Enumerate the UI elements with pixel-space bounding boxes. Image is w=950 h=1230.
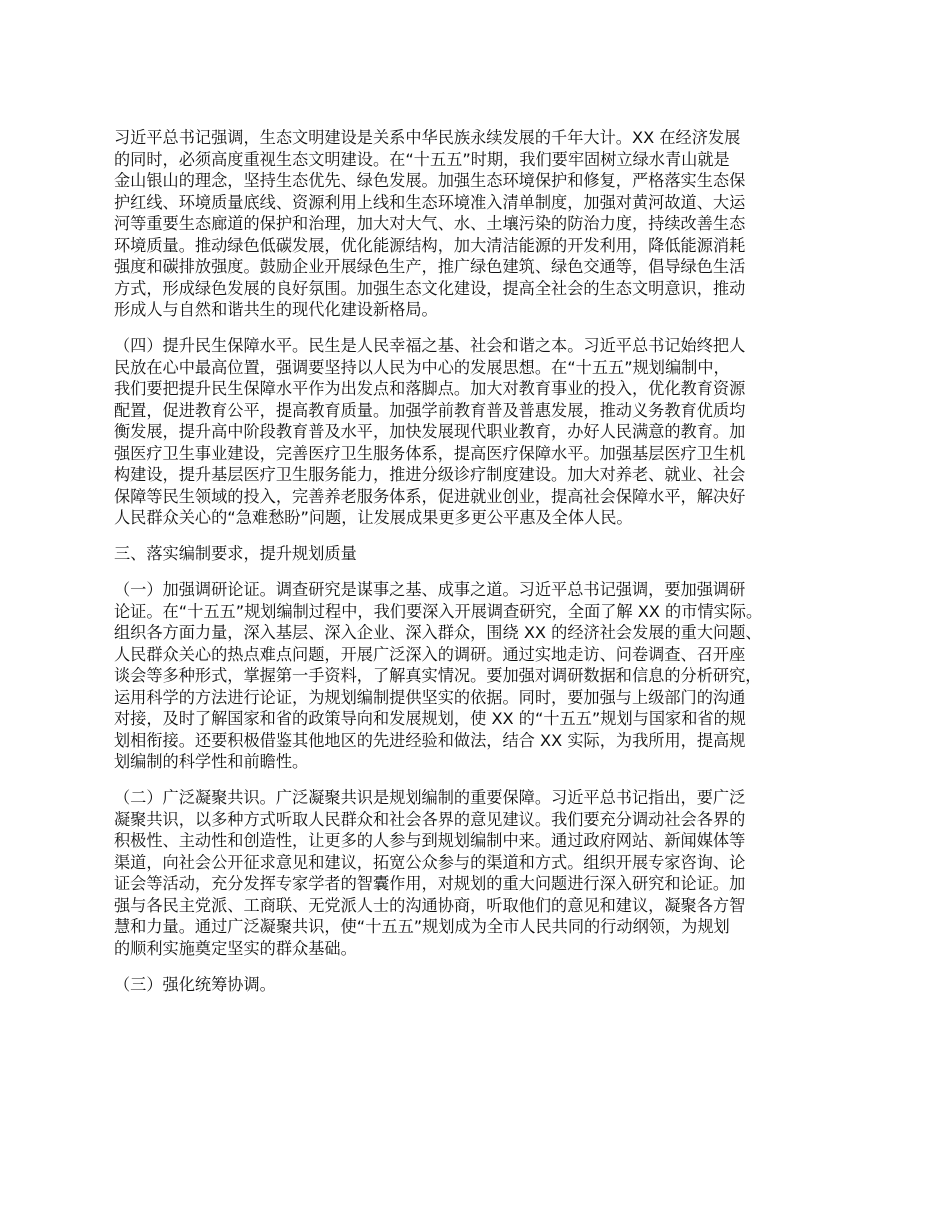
text-line: 组织各方面力量，深入基层、深入企业、深入群众，围绕 XX 的经济社会发展的重大问题、 — [114, 623, 762, 642]
text-line: 的同时，必须高度重视生态文明建设。在“十五五”时期，我们要牢固树立绿水青山就是 — [114, 149, 730, 169]
text-line: 护红线、环境质量底线、资源利用上线和生态环境准入清单制度，加强对黄河故道、大运 — [114, 192, 746, 212]
text-line: （一）加强调研论证。调查研究是谋事之基、成事之道。习近平总书记强调，要加强调研 — [114, 580, 746, 599]
text-line: 保障等民生领域的投入，完善养老服务体系，促进就业创业，提高社会保障水平，解决好 — [114, 486, 746, 506]
text-line: 慧和力量。通过广泛凝聚共识，使“十五五”规划成为全市人民共同的行动纲领，为规划 — [114, 917, 730, 936]
text-line: 环境质量。推动绿色低碳发展，优化能源结构，加大清洁能源的开发利用，降低能源消耗 — [114, 235, 746, 255]
text-line: 方式，形成绿色发展的良好氛围。加强生态文化建设，提高全社会的生态文明意识，推动 — [114, 278, 746, 298]
text-line: 河等重要生态廊道的保护和治理，加大对大气、水、土壤污染的防治力度，持续改善生态 — [114, 214, 746, 233]
text-line: 证会等活动，充分发挥专家学者的智囊作用，对规划的重大问题进行深入研究和论证。加 — [114, 874, 746, 893]
text-line: 人民群众关心的“急难愁盼”问题，让发展成果更多更公平惠及全体人民。 — [114, 508, 633, 527]
text-line: （三）强化统筹协调。 — [114, 974, 276, 994]
text-line: 形成人与自然和谐共生的现代化建设新格局。 — [114, 300, 438, 319]
text-line: 习近平总书记强调，生态文明建设是关系中华民族永续发展的千年大计。XX 在经济发展 — [114, 128, 741, 147]
text-line: 强与各民主党派、工商联、无党派人士的沟通协商，听取他们的意见和建议，凝聚各方智 — [114, 895, 746, 915]
text-line: （四）提升民生保障水平。民生是人民幸福之基、社会和谐之本。习近平总书记始终把人 — [114, 336, 746, 355]
text-line: 强度和碳排放强度。鼓励企业开展绿色生产，推广绿色建筑、绿色交通等，倡导绿色生活 — [114, 257, 746, 276]
text-line: 凝聚共识，以多种方式听取人民群众和社会各界的意见建议。我们要充分调动社会各界的 — [114, 809, 746, 829]
paragraph-ecological-civilization — [114, 127, 856, 321]
text-line: 人民群众关心的热点难点问题，开展广泛深入的调研。通过实地走访、问卷调查、召开座 — [114, 644, 746, 664]
text-line: 民放在心中最高位置，强调要坚持以人民为中心的发展思想。在“十五五”规划编制中， — [114, 357, 730, 377]
text-line: 积极性、主动性和创造性，让更多的人参与到规划编制中来。通过政府网站、新闻媒体等 — [114, 831, 746, 850]
paragraph-livelihood-security — [114, 335, 856, 529]
text-line: 构建设，提升基层医疗卫生服务能力，推进分级诊疗制度建设。加大对养老、就业、社会 — [114, 465, 746, 484]
text-line: 配置，促进教育公平，提高教育质量。加强学前教育普及普惠发展，推动义务教育优质均 — [114, 400, 746, 420]
text-line: 的顺利实施奠定坚实的群众基础。 — [114, 938, 357, 958]
section-title: 三、落实编制要求，提升规划质量 — [114, 544, 357, 563]
text-line: 渠道，向社会公开征求意见和建议，拓宽公众参与的渠道和方式。组织开展专家咨询、论 — [114, 852, 746, 872]
text-line: 衡发展，提升高中阶段教育普及水平，加快发展现代职业教育，办好人民满意的教育。加 — [114, 422, 746, 441]
text-line: 金山银山的理念，坚持生态优先、绿色发展。加强生态环境保护和修复，严格落实生态保 — [114, 171, 746, 190]
text-line: 划编制的科学性和前瞻性。 — [114, 752, 309, 771]
document-body — [114, 127, 856, 1010]
text-line: 论证。在“十五五”规划编制过程中，我们要深入开展调查研究，全面了解 XX 的市情实际。 — [114, 601, 763, 621]
text-line: 我们要把提升民生保障水平作为出发点和落脚点。加大对教育事业的投入，优化教育资源 — [114, 379, 746, 398]
text-line: 强医疗卫生事业建设，完善医疗卫生服务体系，提高医疗保障水平。加强基层医疗卫生机 — [114, 443, 746, 463]
text-line: 对接，及时了解国家和省的政策导向和发展规划，使 XX 的“十五五”规划与国家和省的规 — [114, 709, 746, 728]
text-line: 划相衔接。还要积极借鉴其他地区的先进经验和做法，结合 XX 实际，为我所用，提高规 — [114, 730, 746, 750]
section-heading-3 — [114, 543, 856, 565]
paragraph-research-demonstration — [114, 579, 856, 773]
text-line: 谈会等多种形式，掌握第一手资料，了解真实情况。要加强对调研数据和信息的分析研究， — [114, 666, 762, 685]
text-line: 运用科学的方法进行论证，为规划编制提供坚实的依据。同时，要加强与上级部门的沟通 — [114, 687, 746, 707]
text-line: （二）广泛凝聚共识。广泛凝聚共识是规划编制的重要保障。习近平总书记指出，要广泛 — [114, 788, 746, 807]
paragraph-build-consensus — [114, 787, 856, 959]
paragraph-coordination-heading — [114, 974, 856, 996]
